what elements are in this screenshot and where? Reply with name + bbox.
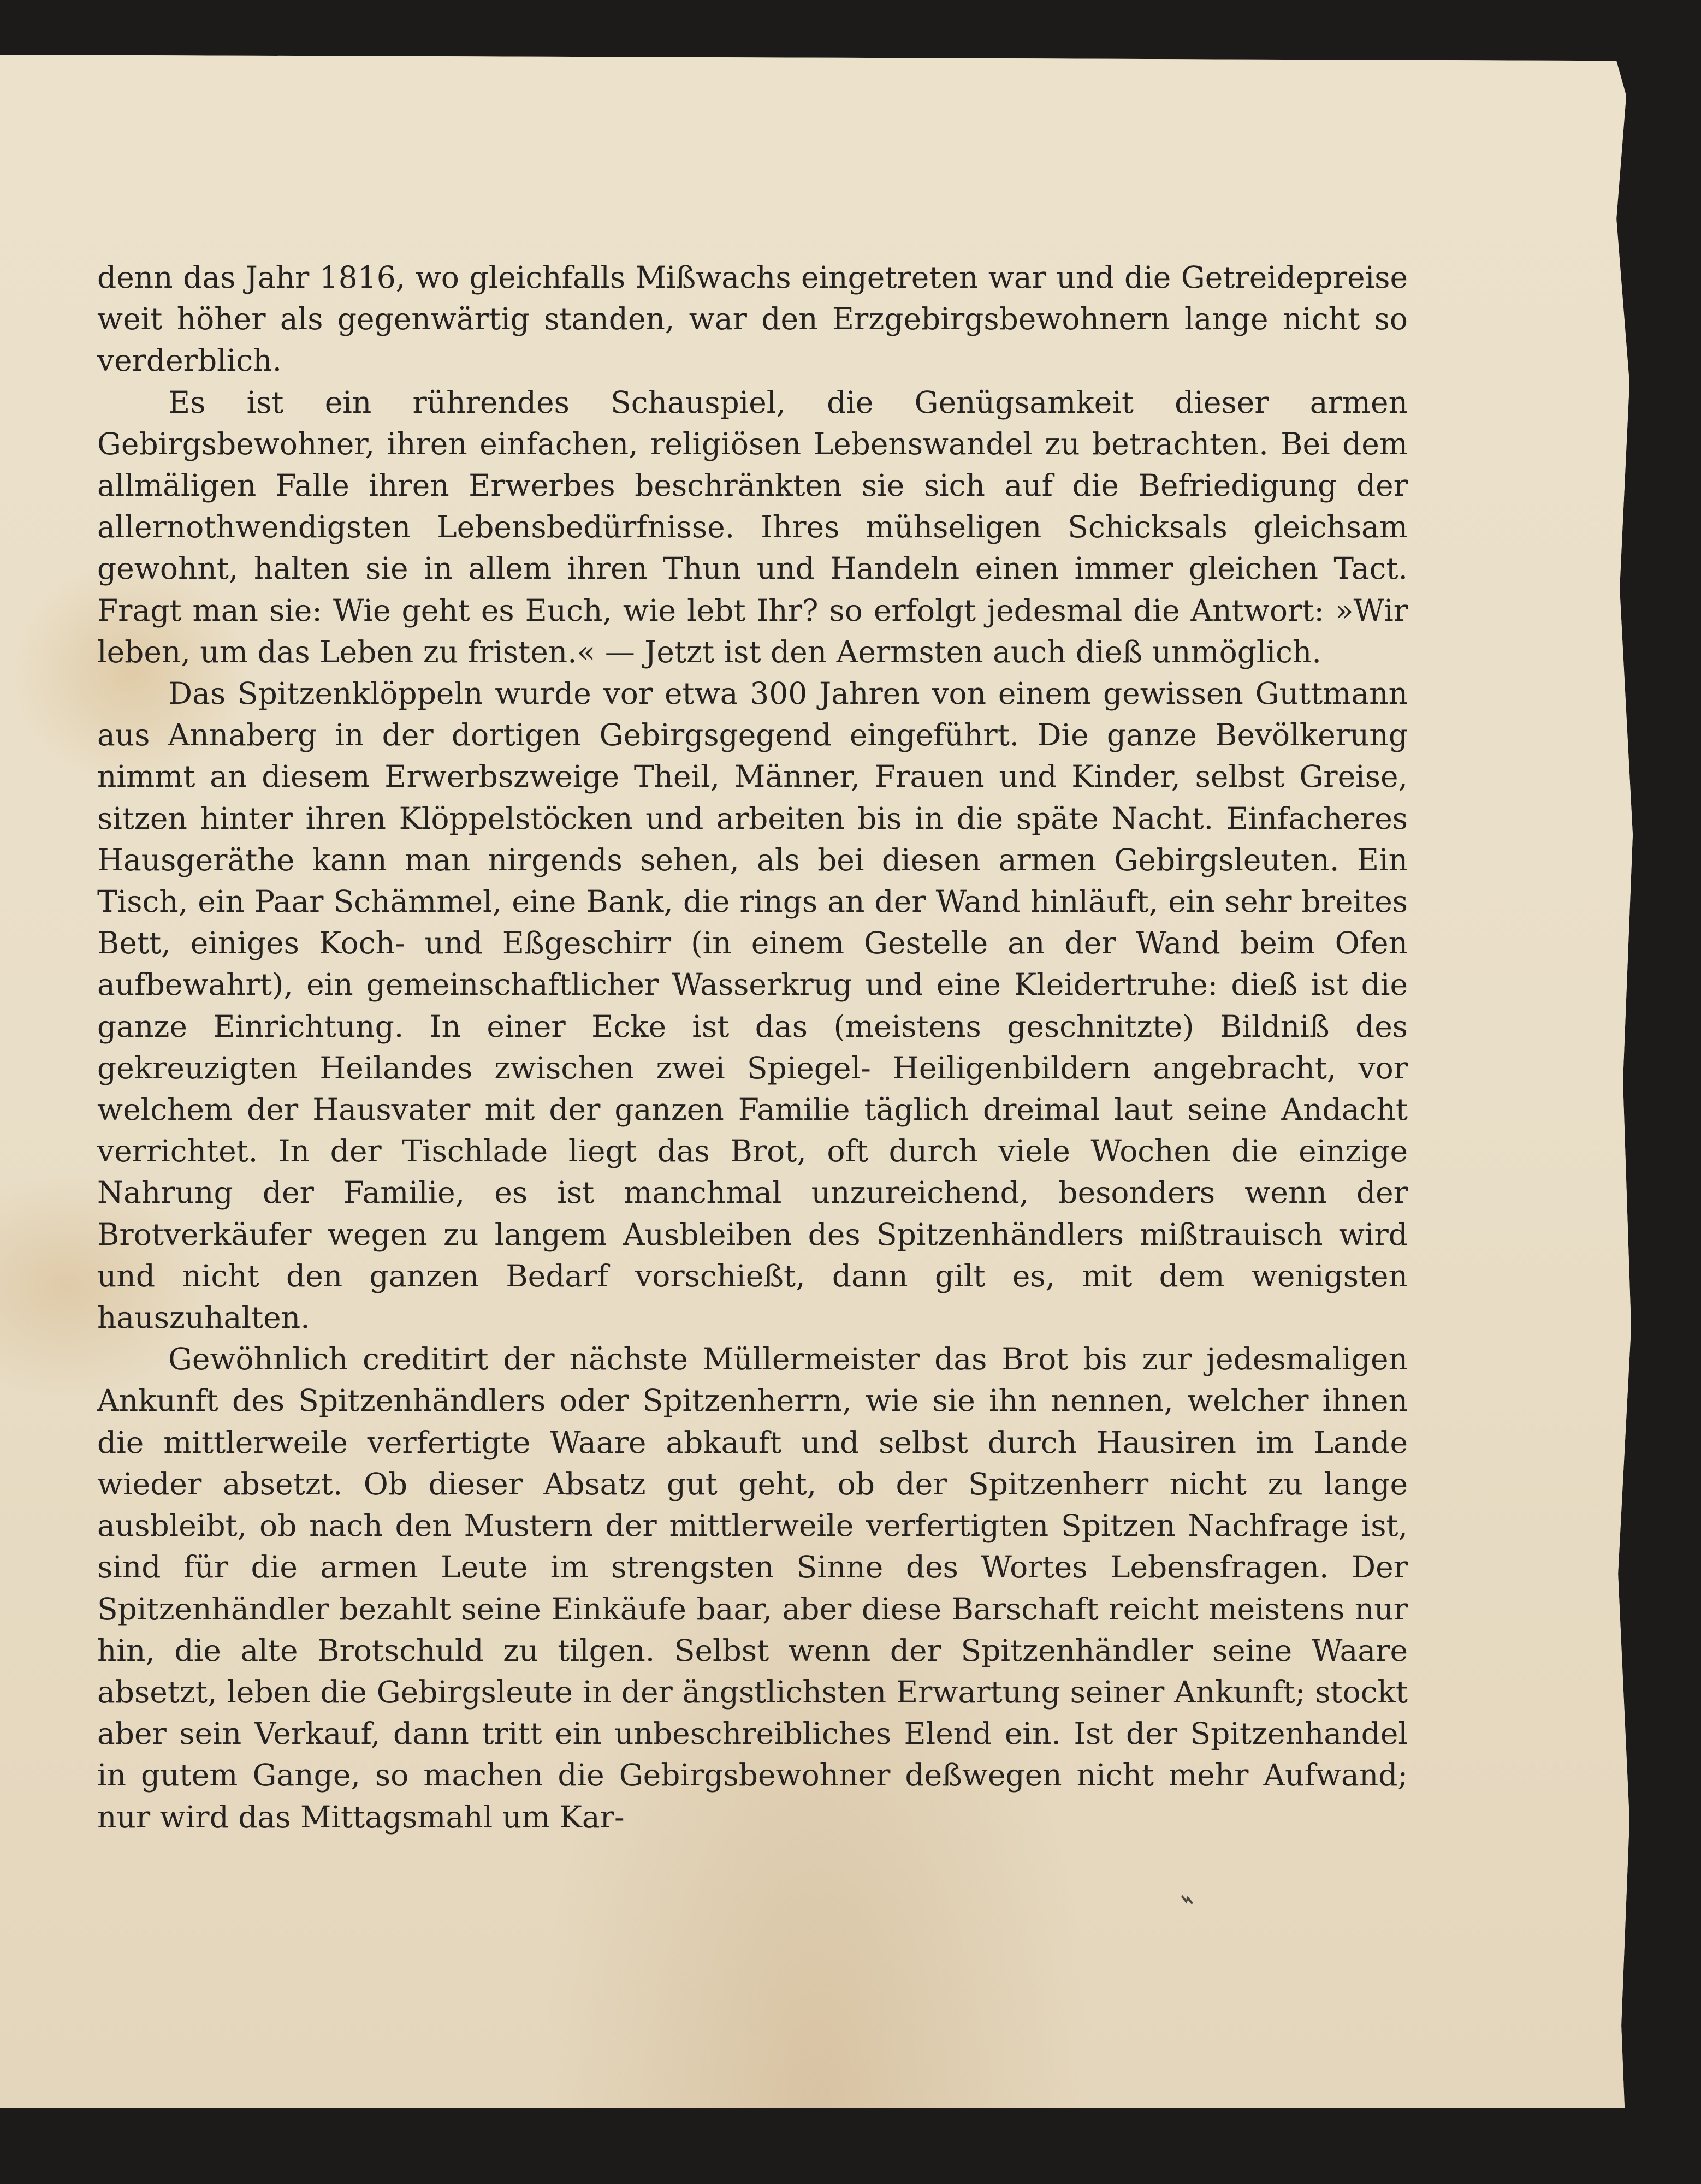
page-body-text [97,257,1408,1838]
paragraph-1: denn das Jahr 1816, wo gleichfalls Mißwachs eingetreten war und die Getreidepreise weit höher als gegenwärtig standen, war den Erzgebirgsbewohnern lange nicht so verderblich. [97,260,1408,378]
stray-ink-mark: ⌁ [1175,1882,1200,1916]
paragraph-4: Gewöhnlich creditirt der nächste Müllermeister das Brot bis zur jedesmaligen Ankunft des Spitzenhändlers oder Spitzenherrn, wie sie ihn nennen, welcher ihnen die mittlerweile verfertigte Waare abkauft und selbst durch Hausiren im Lande wieder absetzt. Ob dieser Absatz gut geht, ob der Spitzenherr nicht zu lange ausbleibt, ob nach den Mustern der mittlerweile verfertigten Spitzen Nachfrage ist, sind für die armen Leute im strengsten Sinne des Wortes Lebensfragen. Der Spitzenhändler bezahlt seine Einkäufe baar, aber diese Barschaft reicht meistens nur hin, die alte Brotschuld zu tilgen. Selbst wenn der Spitzenhändler seine Waare absetzt, leben die Gebirgsleute in der ängstlichsten Erwartung seiner Ankunft; stockt aber sein Verkauf, dann tritt ein unbeschreibliches Elend ein. Ist der Spitzenhandel in gutem Gange, so machen die Gebirgsbewohner deßwegen nicht mehr Aufwand; nur wird das Mittagsmahl um Kar- [97,1342,1408,1835]
paragraph-2: Es ist ein rührendes Schauspiel, die Genügsamkeit dieser armen Gebirgsbewohner, ihren einfachen, religiösen Lebenswandel zu betrachten. Bei dem allmäligen Falle ihren Erwerbes beschränkten sie sich auf die Befriedigung der allernothwendigsten Lebensbedürfnisse. Ihres mühseligen Schicksals gleichsam gewohnt, halten sie in allem ihren Thun und Handeln einen immer gleichen Tact. Fragt man sie: Wie geht es Euch, wie lebt Ihr? so erfolgt jedesmal die Antwort: »Wir leben, um das Leben zu fristen.« — Jetzt ist den Aermsten auch dieß unmöglich. [97,384,1408,669]
paragraph-3: Das Spitzenklöppeln wurde vor etwa 300 Jahren von einem gewissen Guttmann aus Annaberg in der dortigen Gebirgsgegend eingeführt. Die ganze Bevölkerung nimmt an diesem Erwerbszweige Theil, Männer, Frauen und Kinder, selbst Greise, sitzen hinter ihren Klöppelstöcken und arbeiten bis in die späte Nacht. Einfacheres Hausgeräthe kann man nirgends sehen, als bei diesen armen Gebirgsleuten. Ein Tisch, ein Paar Schämmel, eine Bank, die rings an der Wand hinläuft, ein sehr breites Bett, einiges Koch- und Eßgeschirr (in einem Gestelle an der Wand beim Ofen aufbewahrt), ein gemeinschaftlicher Wasserkrug und eine Kleidertruhe: dieß ist die ganze Einrichtung. In einer Ecke ist das (meistens geschnitzte) Bildniß des gekreuzigten Heilandes zwischen zwei Spiegel- Heiligenbildern angebracht, vor welchem der Hausvater mit der ganzen Familie täglich dreimal laut seine Andacht verrichtet. In der Tischlade liegt das Brot, oft durch viele Wochen die einzige Nahrung der Familie, es ist manchmal unzureichend, besonders wenn der Brotverkäufer wegen zu langem Ausbleiben des Spitzenhändlers mißtrauisch wird und nicht den ganzen Bedarf vorschießt, dann gilt es, mit dem wenigsten hauszuhalten. [97,676,1408,1336]
